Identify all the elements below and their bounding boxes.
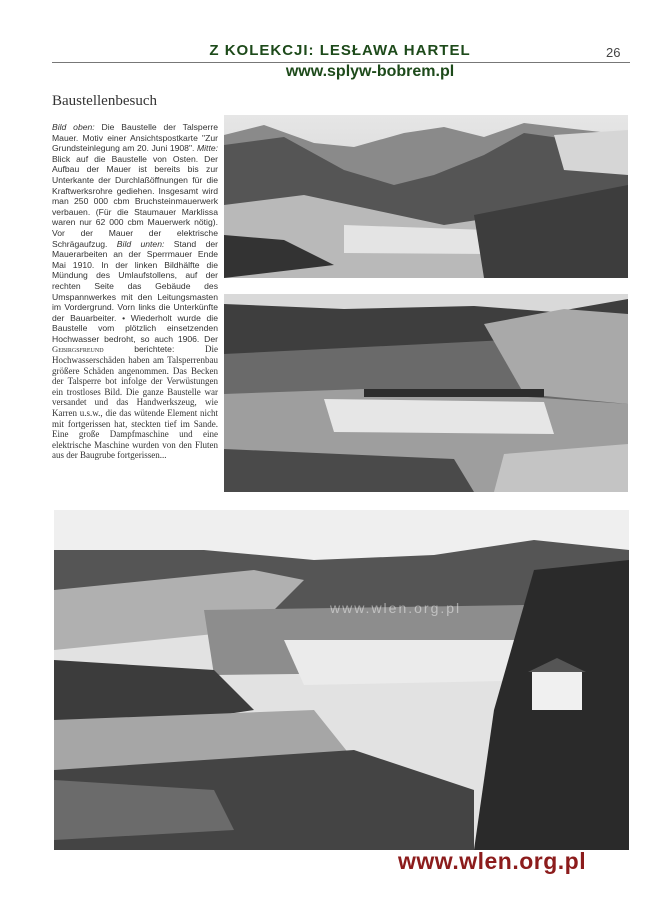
photo-top-image [224, 115, 628, 278]
caption-label-bottom: Bild unten: [116, 238, 165, 249]
photo-watermark: www.wlen.org.pl [330, 600, 462, 616]
caption-label-top: Bild oben: [52, 122, 95, 132]
photo-bottom-image [54, 510, 629, 850]
header-rule [52, 62, 630, 63]
caption-label-middle: Mitte: [196, 143, 218, 154]
collection-banner: Z KOLEKCJI: LESŁAWA HARTEL [209, 42, 471, 59]
section-title: Baustellenbesuch [52, 93, 157, 109]
site-url[interactable]: www.splyw-bobrem.pl [285, 63, 455, 80]
caption-text [52, 122, 218, 461]
photo-construction-site-postcard [224, 115, 628, 278]
caption-text-reported: berichtete: [103, 344, 205, 355]
caption-text-top: Die Baustelle der Talsperre Mauer. Motiv einer Ansichtspostkarte "Zur Grundsteinlegung am 20. Juni 1908". [52, 122, 218, 154]
caption-text-middle: Blick auf die Baustelle von Osten. Der Aufbau der Mauer ist bereits bis zur Unterkante der Durchlaßöffnungen für die Kraftwerksrohre gediehen. Insgesamt wird man 250 000 cbm Bruchsteinmauerwerk verbauen. (Für die Staumauer Marklissa waren nur 62 000 cbm Mauerwerk nötig). Vor der Mauer der elektrische Schrägaufzug. [52, 153, 218, 249]
photo-site-from-east [224, 294, 628, 492]
watermark-url[interactable]: www.wlen.org.pl [398, 848, 587, 874]
newspaper-name: Gebirgsfreund [52, 344, 104, 355]
caption-text-bottom: Stand der Mauerarbeiten an der Sperrmauer Ende Mai 1910. In der linken Bildhälfte die Mündung des Umlaufstollens, auf der rechten Seite das Gebäude des Umspannwerkes mit den Leitungsmasten im Vordergrund. Vorn links die Unterkünfte der Bauarbeiter. • Wiederholt wurde die Baustelle vom plötzlich einsetzenden Hochwasser bedroht, so auch 1906. Der [52, 238, 218, 344]
photo-middle-image [224, 294, 628, 492]
newspaper-quote: Die Hochwasserschäden haben am Talsperrenbau größere Schäden angenommen. Das Becken der Talsperre bot infolge der Verwüstungen ein trostloses Bild. Die ganze Baustelle war versandet und das Handwerkszeug, wie Karren u.s.w., die das wütende Element nicht mit fortgerissen hat, steckten tief im Sande. Eine große Dampfmaschine und eine elektrische Maschine wurden von den Fluten aus der Baugrube fortgerissen... [52, 344, 218, 461]
photo-dam-works-may-1910 [54, 510, 629, 850]
page-number: 26 [606, 45, 621, 60]
